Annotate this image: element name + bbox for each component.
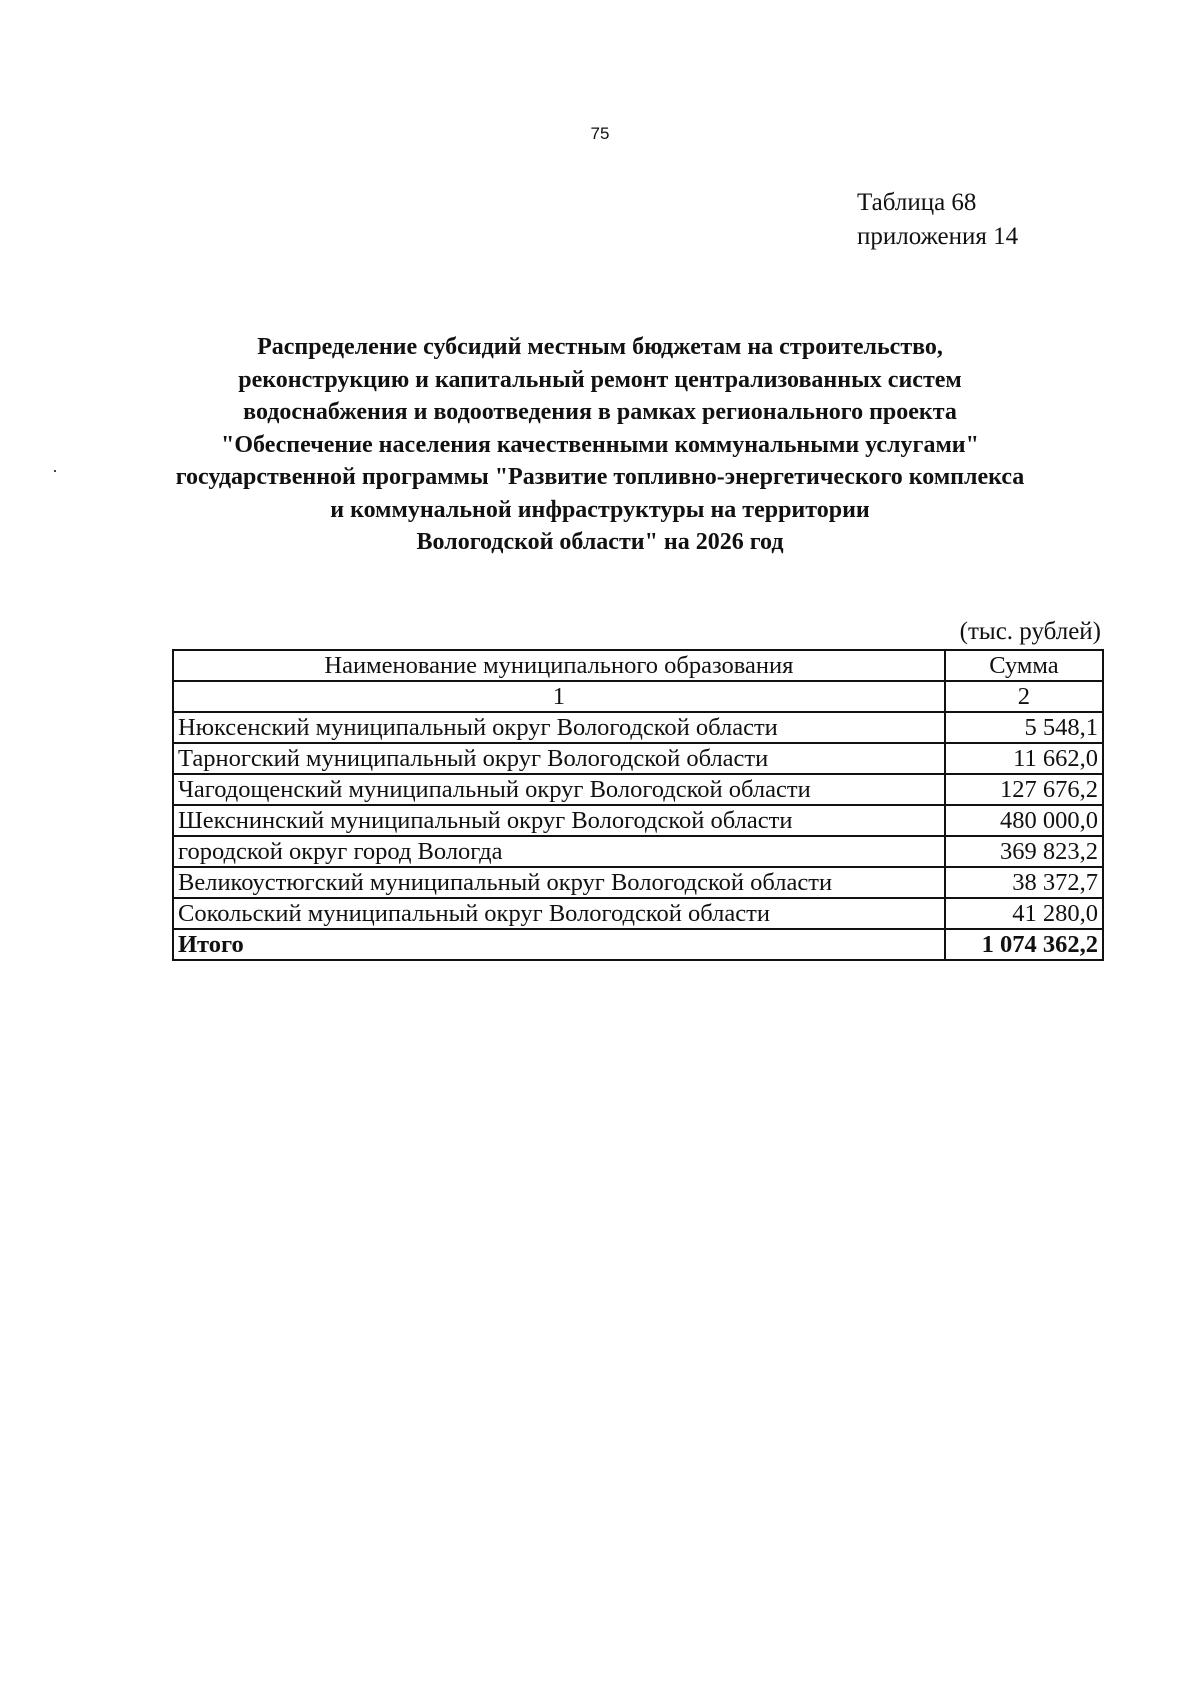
title-line: и коммунальной инфраструктуры на территории	[330, 496, 870, 523]
column-number-row	[173, 681, 1103, 712]
unit-label: (тыс. рублей)	[959, 618, 1101, 645]
table-row	[173, 743, 1103, 774]
amount: 5 548,1	[945, 712, 1103, 743]
total-label: Итого	[173, 929, 945, 960]
table-row	[173, 898, 1103, 929]
header-sum: Сумма	[945, 650, 1103, 681]
title-line: "Обеспечение населения качественными коммунальными услугами"	[221, 431, 979, 458]
amount: 38 372,7	[945, 867, 1103, 898]
column-number: 2	[945, 681, 1103, 712]
page-number: 75	[590, 124, 610, 143]
amount: 41 280,0	[945, 898, 1103, 929]
municipality-name: Тарногский муниципальный округ Вологодской области	[173, 743, 945, 774]
table-row	[173, 805, 1103, 836]
title-line: Вологодской области" на 2026 год	[416, 529, 784, 555]
municipality-name: Сокольский муниципальный округ Вологодской области	[173, 898, 945, 929]
municipality-name: городской округ город Вологда	[173, 836, 945, 867]
column-number: 1	[173, 681, 945, 712]
table-row	[173, 712, 1103, 743]
table-row	[173, 836, 1103, 867]
table-row	[173, 867, 1103, 898]
title-line: водоснабжения и водоотведения в рамках регионального проекта	[243, 399, 957, 425]
title-line: государственной программы "Развитие топливно-энергетического комплекса	[175, 464, 1025, 490]
amount: 369 823,2	[945, 836, 1103, 867]
title-line: реконструкцию и капитальный ремонт централизованных систем	[238, 366, 962, 393]
amount: 480 000,0	[945, 805, 1103, 836]
header-name: Наименование муниципального образования	[173, 650, 945, 681]
table-row	[173, 774, 1103, 805]
amount: 127 676,2	[945, 774, 1103, 805]
document-title	[150, 331, 1050, 559]
total-amount: 1 074 362,2	[945, 929, 1103, 960]
municipality-name: Шекснинский муниципальный округ Вологодской области	[173, 805, 945, 836]
amount: 11 662,0	[945, 743, 1103, 774]
appendix-reference	[857, 186, 1018, 254]
municipality-name: Нюксенский муниципальный округ Вологодской области	[173, 712, 945, 743]
appendix-number: приложения 14	[857, 223, 1019, 250]
municipality-name: Чагодощенский муниципальный округ Вологодской области	[173, 774, 945, 805]
total-row	[173, 929, 1103, 960]
table-header-row	[173, 650, 1103, 681]
allocation-table	[172, 649, 1104, 961]
table-number: Таблица 68	[857, 189, 977, 216]
scan-speck	[54, 470, 56, 472]
title-line: Распределение субсидий местным бюджетам на строительство,	[257, 334, 943, 360]
municipality-name: Великоустюгский муниципальный округ Вологодской области	[173, 867, 945, 898]
